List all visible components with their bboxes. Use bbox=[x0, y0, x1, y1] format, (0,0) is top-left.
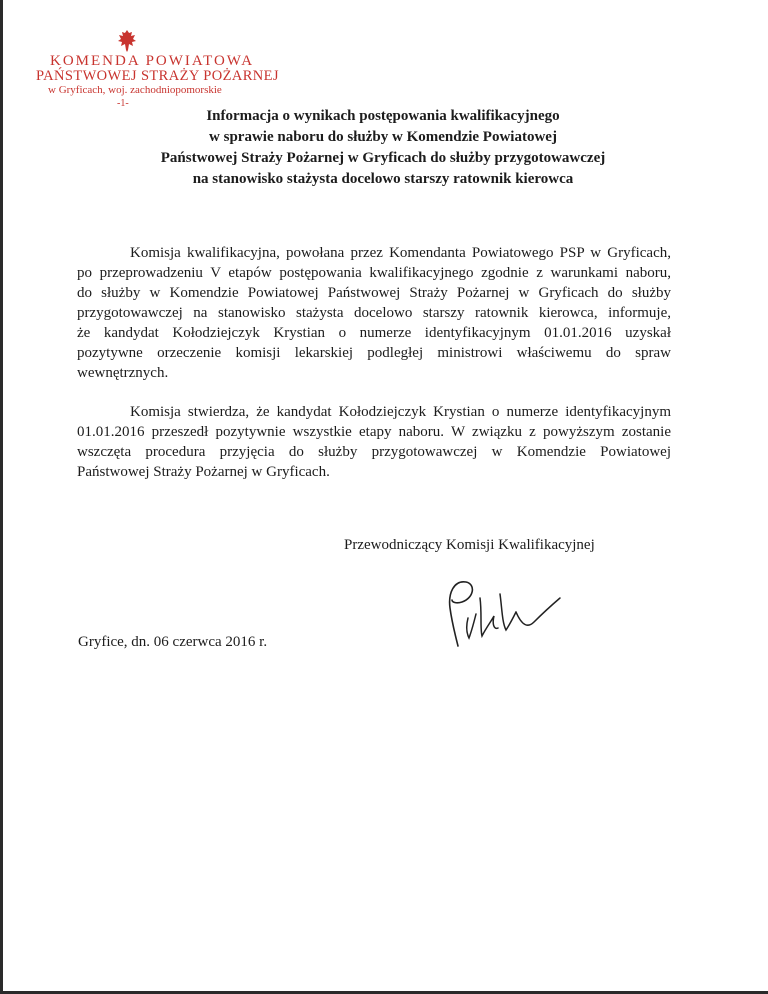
scan-left-edge bbox=[0, 0, 3, 994]
title-line-2: w sprawie naboru do służby w Komendzie Powiatowej bbox=[209, 129, 557, 145]
stamp-line-3: w Gryficach, woj. zachodniopomorskie bbox=[48, 84, 222, 96]
place-and-date: Gryfice, dn. 06 czerwca 2016 r. bbox=[78, 634, 268, 650]
paragraph-2-line: Państwowej Straży Pożarnej w Gryficach. bbox=[77, 464, 330, 480]
document-title bbox=[100, 106, 666, 190]
paragraph-2-line: Komisja stwierdza, że kandydat Kołodziejczyk Krystian o numerze identyfikacyjnym bbox=[130, 404, 671, 420]
stamp-line-2: PAŃSTWOWEJ STRAŻY POŻARNEJ bbox=[36, 68, 279, 84]
paragraph-2 bbox=[77, 402, 671, 482]
title-line-4: na stanowisko stażysta docelowo starszy ratownik kierowca bbox=[192, 171, 574, 187]
paragraph-1-line: do służby w Komendzie Powiatowej Państwowej Straży Pożarnej w Gryficach do służby bbox=[77, 285, 671, 301]
signatory-title: Przewodniczący Komisji Kwalifikacyjnej bbox=[344, 537, 595, 553]
paragraph-1-line: przygotowawczej na stanowisko stażysta docelowo starszy ratownik kierowca, informuje, bbox=[77, 305, 671, 321]
paragraph-1-line: po przeprowadzeniu V etapów postępowania kwalifikacyjnego zgodnie z warunkami naboru, bbox=[77, 265, 671, 281]
paragraph-1-line: pozytywne orzeczenie komisji lekarskiej podległej ministrowi właściwemu do spraw bbox=[77, 345, 671, 361]
title-line-1: Informacja o wynikach postępowania kwalifikacyjnego bbox=[206, 108, 560, 124]
paragraph-1-line: wewnętrznych. bbox=[77, 365, 169, 381]
eagle-emblem-icon bbox=[116, 28, 138, 54]
paragraph-2-line: 01.01.2016 przeszedł pozytywnie wszystkie etapy naboru. W związku z powyższym zostanie bbox=[77, 424, 671, 440]
title-line-3: Państwowej Straży Pożarnej w Gryficach do służby przygotowawczej bbox=[160, 150, 606, 166]
stamp-line-4: -1- bbox=[117, 98, 129, 109]
stamp-line-1: KOMENDA POWIATOWA bbox=[50, 53, 255, 69]
paragraph-1-line: że kandydat Kołodziejczyk Krystian o numerze identyfikacyjnym 01.01.2016 uzyskał bbox=[77, 325, 671, 341]
handwritten-signature bbox=[436, 568, 566, 658]
paragraph-2-line: wszczęta procedura przyjęcia do służby przygotowawczej w Komendzie Powiatowej bbox=[77, 444, 671, 460]
paragraph-1-line: Komisja kwalifikacyjna, powołana przez Komendanta Powiatowego PSP w Gryficach, bbox=[130, 245, 671, 261]
paragraph-1 bbox=[77, 243, 671, 383]
